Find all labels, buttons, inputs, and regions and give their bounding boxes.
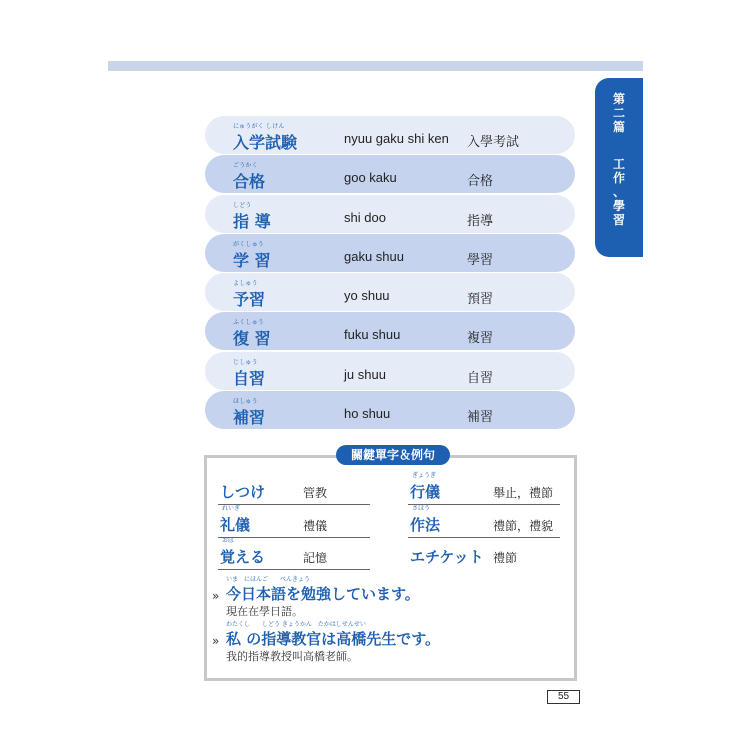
vocab-word: 自習 <box>233 368 266 388</box>
furigana: れいぎ <box>222 505 241 512</box>
vocab-row <box>205 352 575 390</box>
furigana: にゅうがく しけん <box>233 123 285 130</box>
key-words-title: 關鍵單字＆例句 <box>336 445 450 465</box>
keyword-item <box>218 505 370 538</box>
keyword-item <box>218 478 370 505</box>
example-japanese: 私 の指導教官は高橋先生です。 <box>226 630 441 648</box>
keyword-word: 覚える <box>220 548 266 566</box>
furigana: ふくしゅう <box>233 319 265 327</box>
vocab-row <box>205 234 575 272</box>
vocab-word: 復 習 <box>233 329 271 349</box>
furigana: よしゅう <box>233 280 258 288</box>
bullet-icon: » <box>212 589 220 603</box>
vocab-chinese: 複習 <box>467 331 494 347</box>
vocab-chinese: 指導 <box>467 213 494 229</box>
vocab-word: 入学試験 <box>233 133 298 152</box>
chapter-title: 工 作 、 學 習 <box>612 157 625 227</box>
keyword-meaning: 管教 <box>303 486 328 500</box>
keyword-item <box>218 537 370 570</box>
example-translation: 現在在學日語。 <box>226 605 303 618</box>
vocab-romaji: fuku shuu <box>344 327 401 343</box>
vocab-chinese: 合格 <box>467 174 494 190</box>
keyword-meaning: 禮儀 <box>303 519 328 533</box>
vocab-word: 指 導 <box>233 211 271 231</box>
chapter-side-tab <box>595 78 643 257</box>
page-number: 55 <box>547 690 580 704</box>
keyword-meaning: 禮節，禮貌 <box>493 519 554 533</box>
vocab-word: 補習 <box>233 408 266 428</box>
vocab-word: 合格 <box>233 172 266 192</box>
example-japanese: 今日本語を勉強しています。 <box>226 585 420 603</box>
furigana: しどう <box>233 201 252 209</box>
furigana: さほう <box>412 505 431 512</box>
vocabulary-table <box>205 116 575 430</box>
vocab-row <box>205 391 575 429</box>
vocab-romaji: yo shuu <box>344 288 390 304</box>
vocab-romaji: nyuu gaku shi ken <box>344 131 449 146</box>
vocab-chinese: 學習 <box>467 252 494 268</box>
vocab-row <box>205 155 575 193</box>
furigana: じしゅう <box>233 358 258 366</box>
keyword-meaning: 記憶 <box>303 551 328 565</box>
keyword-word: 礼儀 <box>220 516 251 534</box>
furigana: わたくし しどう きょうかん たかはしせんせい <box>226 621 366 628</box>
vocab-row <box>205 273 575 311</box>
chapter-number: 第 二 篇 <box>612 92 625 134</box>
vocab-romaji: ju shuu <box>344 366 386 382</box>
furigana: ごうかく <box>233 162 258 170</box>
example-translation: 我的指導教授叫高橋老師。 <box>226 650 358 663</box>
keyword-item <box>408 505 560 538</box>
keyword-word: 行儀 <box>410 483 441 501</box>
keyword-meaning: 舉止，禮節 <box>493 486 554 500</box>
keyword-item <box>408 543 560 569</box>
vocab-chinese: 入學考試 <box>467 135 520 150</box>
vocab-row <box>205 312 575 350</box>
furigana: ぎょうぎ <box>412 472 437 479</box>
vocab-chinese: 自習 <box>467 370 494 386</box>
keyword-item <box>408 472 560 505</box>
vocab-word: 学 習 <box>233 250 271 270</box>
vocab-chinese: 預習 <box>467 292 494 308</box>
vocab-romaji: goo kaku <box>344 170 397 186</box>
vocab-word: 予習 <box>233 290 266 310</box>
vocab-romaji: gaku shuu <box>344 248 404 264</box>
keyword-word: 作法 <box>410 516 441 534</box>
keyword-meaning: 禮節 <box>493 551 518 565</box>
vocab-chinese: 補習 <box>467 410 494 426</box>
vocab-row <box>205 116 575 154</box>
furigana: おぼ <box>222 537 235 544</box>
furigana: がくしゅう <box>233 240 265 248</box>
furigana: いま にほんご べんきょう <box>226 576 311 583</box>
top-decorative-bar <box>108 61 643 71</box>
vocab-row <box>205 195 575 233</box>
keyword-word: しつけ <box>220 483 266 501</box>
keyword-word: エチケット <box>410 548 484 566</box>
furigana: ほしゅう <box>233 398 258 406</box>
vocab-romaji: ho shuu <box>344 406 391 422</box>
bullet-icon: » <box>212 634 220 648</box>
vocab-romaji: shi doo <box>344 209 386 225</box>
